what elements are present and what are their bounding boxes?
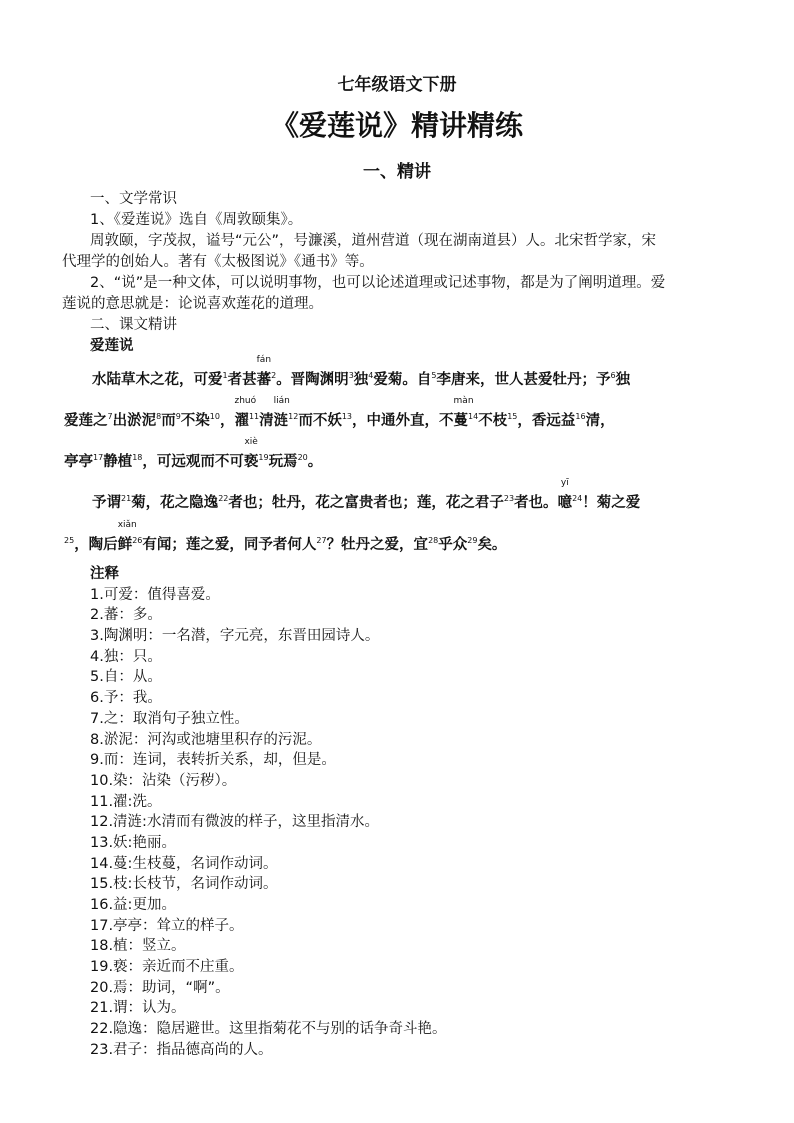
text-segment: 菊，花之隐逸 bbox=[131, 495, 219, 511]
footnote-marker: 4 bbox=[368, 371, 374, 380]
footnote-marker: 18 bbox=[132, 453, 143, 462]
footnote-marker: 13 bbox=[341, 412, 353, 421]
pinyin-char bbox=[256, 355, 272, 389]
annotated-char: 噫 bbox=[557, 495, 573, 511]
text-segment: 。 bbox=[307, 454, 323, 470]
note-item: 3.陶渊明：一名潜，字元亮，东晋田园诗人。 bbox=[90, 628, 380, 645]
note-item: 21.谓：认为。 bbox=[90, 1000, 186, 1017]
genre-line-1: 2、“说”是一种文体，可以说明事物，也可以论述道理或记述事物，都是为了阐明道理。爱 bbox=[90, 275, 666, 291]
classic-line-5 bbox=[64, 520, 507, 554]
text-segment: ， bbox=[219, 413, 235, 429]
note-item: 6.予：我。 bbox=[90, 690, 162, 707]
note-item: 12.清涟:水清而有微波的样子，这里指清水。 bbox=[90, 814, 379, 831]
text-segment: ？牡丹之爱，宜 bbox=[326, 537, 429, 553]
pinyin: xiǎn bbox=[117, 520, 137, 530]
footnote-marker: 2 bbox=[271, 371, 277, 380]
text-segment: 予谓 bbox=[92, 495, 121, 511]
footnote-marker: 9 bbox=[175, 412, 181, 421]
pinyin-char bbox=[273, 396, 290, 430]
footnote-marker: 16 bbox=[575, 412, 586, 421]
footnote-marker: 21 bbox=[121, 494, 132, 503]
note-item: 22.隐逸：隐居避世。这里指菊花不与别的话争奇斗艳。 bbox=[90, 1021, 447, 1038]
text-segment: 清 bbox=[259, 413, 274, 429]
text-segment: 者甚 bbox=[227, 372, 257, 388]
footnote-marker: 6 bbox=[610, 371, 616, 380]
footnote-marker: 24 bbox=[572, 494, 583, 503]
annotated-char: 蔓 bbox=[453, 413, 469, 429]
document-title: 《爱莲说》精讲精练 bbox=[270, 109, 523, 142]
note-item: 1.可爱：值得喜爱。 bbox=[90, 586, 220, 603]
footnote-marker: 20 bbox=[297, 453, 308, 462]
annotated-char: 鲜 bbox=[117, 537, 133, 553]
pinyin: zhuó bbox=[234, 396, 257, 406]
footnote-marker: 23 bbox=[503, 494, 515, 503]
pinyin: yī bbox=[560, 478, 569, 488]
text-segment: 出淤泥 bbox=[112, 413, 157, 429]
footnote-marker: 5 bbox=[431, 371, 437, 380]
annotated-char: 涟 bbox=[273, 413, 289, 429]
footnote-marker: 15 bbox=[507, 412, 518, 421]
classic-line-1 bbox=[92, 355, 631, 389]
footnote-marker: 1 bbox=[222, 371, 228, 380]
text-segment: 矣。 bbox=[477, 537, 507, 553]
genre-paragraph bbox=[90, 273, 740, 294]
genre-paragraph-cont bbox=[62, 294, 742, 315]
note-item: 18.植：竖立。 bbox=[90, 938, 186, 955]
footnote-marker: 8 bbox=[156, 412, 162, 421]
note-item: 8.淤泥：河沟或池塘里积存的污泥。 bbox=[90, 731, 322, 748]
text-section bbox=[90, 315, 735, 357]
intro-block bbox=[90, 189, 735, 231]
heading-literary-knowledge: 一、文学常识 bbox=[90, 191, 177, 207]
note-item: 9.而：连词，表转折关系，却，但是。 bbox=[90, 752, 336, 769]
text-segment: 爱菊。自 bbox=[373, 372, 432, 388]
footnote-marker: 25 bbox=[64, 536, 75, 545]
footnote-marker: 17 bbox=[93, 453, 104, 462]
text-segment: ，可远观而不可 bbox=[142, 454, 244, 470]
note-item: 17.亭亭：耸立的样子。 bbox=[90, 917, 244, 934]
notes-heading: 注释 bbox=[90, 566, 119, 582]
footnote-marker: 3 bbox=[348, 371, 354, 380]
annotated-char: 亵 bbox=[243, 454, 259, 470]
text-segment: 清， bbox=[585, 413, 615, 429]
pinyin-char bbox=[117, 520, 137, 554]
note-item: 4.独：只。 bbox=[90, 648, 162, 665]
note-item: 16.益:更加。 bbox=[90, 897, 176, 913]
note-item: 2.蕃：多。 bbox=[90, 607, 162, 624]
annotated-char: 濯 bbox=[234, 413, 249, 429]
text-segment: 而 bbox=[161, 413, 176, 429]
pinyin-char bbox=[243, 437, 259, 471]
grade-heading: 七年级语文下册 bbox=[337, 75, 457, 95]
text-segment: 李唐来，世人甚爱牡丹；予 bbox=[436, 372, 611, 388]
text-segment: 乎众 bbox=[438, 537, 468, 553]
footnote-marker: 29 bbox=[467, 536, 478, 545]
text-segment: 独 bbox=[615, 372, 631, 388]
intro-item-1: 1、《爱莲说》选自《周敦颐集》。 bbox=[90, 212, 303, 228]
text-segment: 不染 bbox=[180, 413, 210, 429]
classic-line-4 bbox=[92, 478, 641, 512]
footnote-marker: 11 bbox=[248, 412, 260, 421]
text-segment: 静植 bbox=[103, 454, 133, 470]
footnote-marker: 28 bbox=[428, 536, 439, 545]
author-paragraph-cont bbox=[62, 252, 742, 273]
footnote-marker: 7 bbox=[107, 412, 113, 421]
author-line-1: 周敦颐，字茂叔，谥号“元公”，号濂溪，道州营道（现在湖南道县）人。北宋哲学家，宋 bbox=[90, 233, 657, 249]
text-segment: 玩焉 bbox=[268, 454, 298, 470]
annotated-char: 蕃 bbox=[256, 372, 272, 388]
text-segment: 有闻；莲之爱，同予者何人 bbox=[142, 537, 317, 553]
text-segment: ！菊之爱 bbox=[582, 495, 641, 511]
classic-text-title: 爱莲说 bbox=[90, 338, 134, 354]
pinyin: xiè bbox=[244, 437, 258, 447]
author-line-2: 代理学的创始人。著有《太极图说》《通书》等。 bbox=[62, 254, 374, 270]
footnote-marker: 27 bbox=[316, 536, 327, 545]
heading-text-explanation: 二、课文精讲 bbox=[90, 317, 177, 333]
footnote-marker: 10 bbox=[209, 412, 220, 421]
author-paragraph bbox=[90, 231, 740, 252]
note-item: 23.君子：指品德高尚的人。 bbox=[90, 1041, 273, 1058]
pinyin: lián bbox=[273, 396, 290, 406]
footnote-marker: 22 bbox=[218, 494, 229, 503]
text-segment: 者也。 bbox=[514, 495, 558, 511]
note-item: 14.蔓:生枝蔓，名词作动词。 bbox=[90, 855, 278, 872]
text-segment: 爱莲之 bbox=[64, 413, 108, 429]
notes-section bbox=[90, 564, 447, 1061]
footnote-marker: 14 bbox=[468, 412, 479, 421]
pinyin-char bbox=[557, 478, 573, 512]
footnote-marker: 26 bbox=[132, 536, 143, 545]
pinyin: fán bbox=[256, 355, 272, 365]
footnote-marker: 12 bbox=[288, 412, 299, 421]
text-segment: 而不妖 bbox=[298, 413, 342, 429]
section-heading: 一、精讲 bbox=[363, 162, 431, 182]
note-item: 10.染：沾染（污秽）。 bbox=[90, 772, 237, 789]
text-segment: 不枝 bbox=[478, 413, 508, 429]
note-item: 7.之：取消句子独立性。 bbox=[90, 710, 249, 727]
note-item: 15.枝:长枝节，名词作动词。 bbox=[90, 876, 278, 893]
note-item: 20.焉：助词，“啊”。 bbox=[90, 979, 230, 996]
footnote-marker: 19 bbox=[258, 453, 269, 462]
classic-line-3 bbox=[64, 437, 323, 471]
note-item: 13.妖:艳丽。 bbox=[90, 834, 176, 851]
text-segment: ，陶后 bbox=[74, 537, 118, 553]
text-segment: ，中通外直，不 bbox=[352, 413, 454, 429]
genre-line-2: 莲说的意思就是：论说喜欢莲花的道理。 bbox=[62, 296, 323, 312]
text-segment: 亭亭 bbox=[64, 454, 93, 470]
note-item: 19.亵：亲近而不庄重。 bbox=[90, 959, 244, 976]
note-item: 11.濯:洗。 bbox=[90, 793, 162, 810]
text-segment: ，香远益 bbox=[517, 413, 576, 429]
text-segment: 。晋陶渊明 bbox=[276, 372, 349, 388]
pinyin: màn bbox=[453, 396, 474, 406]
note-item: 5.自：从。 bbox=[90, 669, 162, 686]
classic-line-2 bbox=[64, 396, 615, 430]
text-segment: 水陆草木之花，可爱 bbox=[92, 372, 223, 388]
text-segment: 独 bbox=[353, 372, 369, 388]
text-segment: 者也；牡丹，花之富贵者也；莲，花之君子 bbox=[228, 495, 504, 511]
